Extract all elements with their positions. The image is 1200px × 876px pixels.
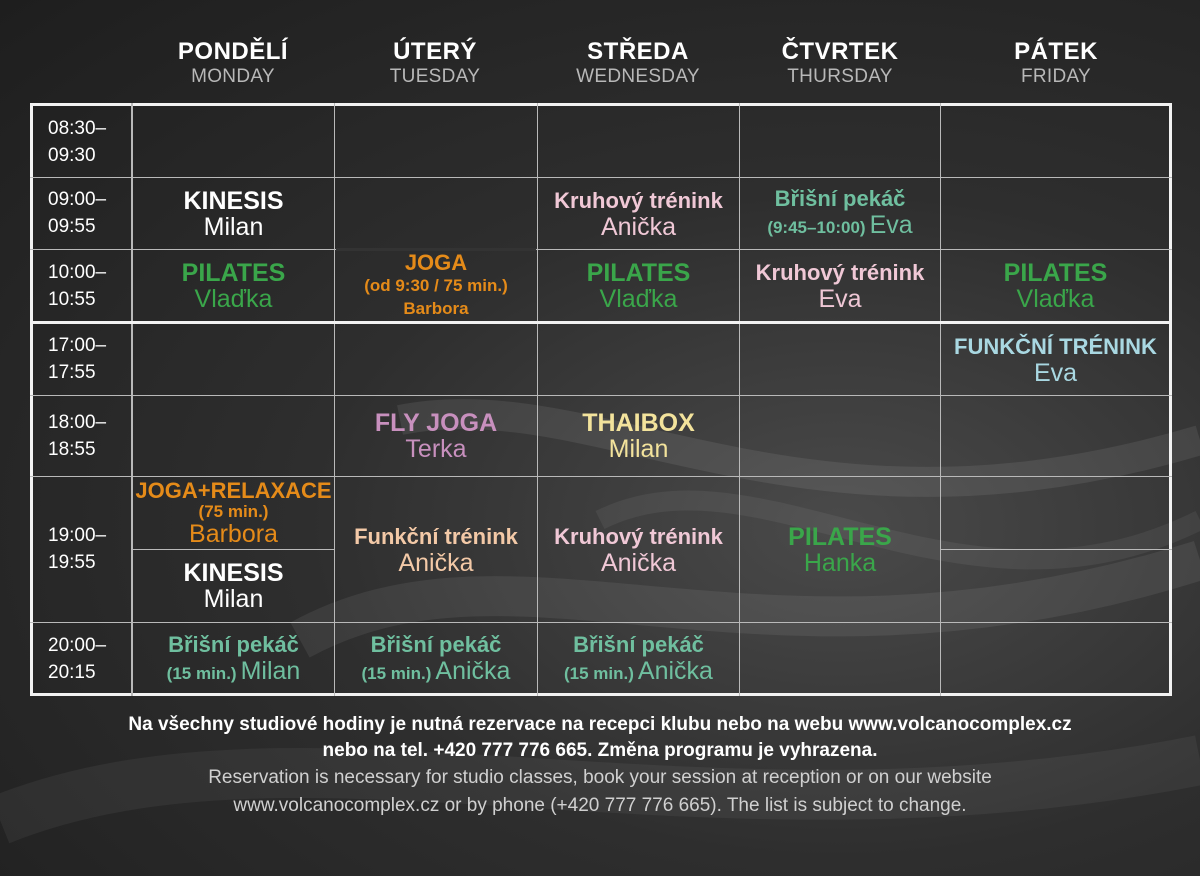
day-headers bbox=[0, 38, 1200, 98]
class-title: Břišní pekáč bbox=[168, 631, 299, 657]
day-header-tuesday bbox=[334, 38, 536, 88]
day-header-wednesday bbox=[537, 38, 739, 88]
class-title: JOGA bbox=[404, 250, 468, 275]
day-name-en: MONDAY bbox=[191, 66, 275, 87]
day-name-cz: PÁTEK bbox=[1014, 38, 1098, 65]
class-cell-wed-1800 bbox=[538, 396, 739, 476]
time-from: 18:00– bbox=[48, 412, 107, 433]
class-title: PILATES bbox=[586, 258, 691, 287]
class-title: Břišní pekáč bbox=[370, 631, 502, 657]
footer-en-line: Reservation is necessary for studio classes, book your session at reception or on our website bbox=[208, 767, 992, 788]
grid-divider bbox=[940, 549, 1172, 550]
instructor-name: Anička bbox=[435, 656, 511, 685]
time-to: 09:30 bbox=[48, 145, 96, 166]
class-cell-mon-1900a bbox=[133, 477, 334, 549]
instructor-name: Terka bbox=[405, 435, 467, 463]
day-name-en: WEDNESDAY bbox=[576, 66, 700, 87]
class-note: (15 min.) bbox=[166, 663, 237, 683]
time-from: 08:30– bbox=[48, 118, 107, 139]
class-note: (od 9:30 / 75 min.) bbox=[364, 276, 508, 295]
time-to: 17:55 bbox=[48, 362, 96, 383]
time-slot bbox=[48, 115, 106, 169]
class-title: JOGA+RELAXACE bbox=[135, 478, 332, 503]
class-title: Funkční trénink bbox=[354, 523, 518, 549]
day-name-en: FRIDAY bbox=[1020, 66, 1092, 87]
class-title: PILATES bbox=[788, 522, 892, 551]
footer-cz-line: nebo na tel. +420 777 776 665. Změna programu je vyhrazena. bbox=[322, 740, 878, 761]
class-cell-mon-0900 bbox=[133, 178, 334, 249]
class-title: FUNKČNÍ TRÉNINK bbox=[954, 333, 1157, 359]
class-cell-tue-1900 bbox=[335, 477, 537, 622]
class-title: KINESIS bbox=[183, 186, 284, 215]
time-to: 09:55 bbox=[48, 216, 96, 237]
day-name-cz: ČTVRTEK bbox=[781, 38, 899, 65]
day-name-cz: PONDĚLÍ bbox=[177, 38, 289, 65]
time-from: 09:00– bbox=[48, 189, 107, 210]
day-name-cz: ÚTERÝ bbox=[393, 38, 477, 65]
class-note: (9:45–10:00) bbox=[767, 218, 866, 237]
class-cell-thu-0900 bbox=[740, 178, 940, 249]
class-cell-thu-1000 bbox=[740, 250, 940, 321]
time-from: 10:00– bbox=[48, 262, 107, 283]
instructor-name: Vlaďka bbox=[599, 284, 678, 313]
instructor-name: Eva bbox=[818, 284, 862, 313]
time-slot bbox=[48, 332, 106, 386]
class-title: Kruhový trénink bbox=[554, 187, 723, 213]
class-cell-wed-0900 bbox=[538, 178, 739, 249]
instructor-name: Vlaďka bbox=[1016, 284, 1095, 313]
class-note: (15 min.) bbox=[361, 663, 432, 683]
class-cell-tue-1000 bbox=[335, 246, 537, 326]
time-slot bbox=[48, 522, 106, 576]
time-from: 19:00– bbox=[48, 525, 107, 546]
instructor-name: Milan bbox=[203, 585, 264, 613]
day-header-monday bbox=[132, 38, 334, 88]
class-title: THAIBOX bbox=[582, 409, 695, 437]
time-slot bbox=[48, 186, 106, 240]
class-note: (15 min.) bbox=[564, 663, 634, 683]
class-cell-mon-2000 bbox=[133, 623, 334, 695]
class-note: (75 min.) bbox=[198, 502, 269, 521]
class-cell-mon-1900b bbox=[133, 550, 334, 622]
day-header-friday bbox=[941, 38, 1171, 88]
instructor-name: Anička bbox=[637, 656, 713, 685]
class-title: PILATES bbox=[181, 258, 286, 287]
class-cell-fri-1000 bbox=[941, 250, 1170, 321]
instructor-name: Milan bbox=[608, 435, 669, 463]
instructor-name: Anička bbox=[600, 548, 677, 577]
instructor-name: Milan bbox=[203, 212, 264, 241]
class-cell-wed-1900 bbox=[538, 477, 739, 622]
class-title: Břišní pekáč bbox=[573, 631, 704, 657]
class-cell-wed-1000 bbox=[538, 250, 739, 321]
time-to: 10:55 bbox=[48, 289, 96, 310]
time-slot bbox=[48, 409, 106, 463]
time-to: 19:55 bbox=[48, 552, 96, 573]
day-name-en: TUESDAY bbox=[389, 66, 481, 87]
class-title: KINESIS bbox=[183, 559, 284, 587]
class-title: FLY JOGA bbox=[374, 409, 498, 437]
instructor-name: Eva bbox=[1033, 358, 1078, 387]
grid-divider bbox=[940, 103, 941, 696]
class-cell-tue-1800 bbox=[335, 396, 537, 476]
instructor-name: Vlaďka bbox=[194, 284, 273, 313]
footer-notice bbox=[0, 712, 1200, 820]
time-to: 18:55 bbox=[48, 439, 96, 460]
instructor-name: Anička bbox=[398, 548, 474, 577]
class-cell-fri-1700 bbox=[941, 324, 1170, 395]
time-slot bbox=[48, 632, 106, 686]
instructor-name: Hanka bbox=[803, 548, 877, 577]
instructor-name: Barbora bbox=[403, 299, 469, 318]
class-title: Břišní pekáč bbox=[774, 186, 906, 211]
day-name-cz: STŘEDA bbox=[587, 38, 689, 65]
day-name-en: THURSDAY bbox=[787, 66, 893, 87]
time-slot bbox=[48, 259, 106, 313]
time-from: 17:00– bbox=[48, 335, 107, 356]
class-cell-thu-1900 bbox=[740, 477, 940, 622]
class-cell-mon-1000 bbox=[133, 250, 334, 321]
instructor-name: Eva bbox=[869, 211, 913, 239]
footer-en-line: www.volcanocomplex.cz or by phone (+420 777 776 665). The list is subject to change. bbox=[233, 795, 967, 816]
class-title: Kruhový trénink bbox=[554, 523, 723, 549]
day-header-thursday bbox=[739, 38, 941, 88]
time-to: 20:15 bbox=[48, 662, 96, 683]
instructor-name: Milan bbox=[240, 656, 301, 685]
time-from: 20:00– bbox=[48, 635, 107, 656]
instructor-name: Anička bbox=[600, 212, 677, 241]
class-title: Kruhový trénink bbox=[755, 259, 925, 285]
class-cell-wed-2000 bbox=[538, 623, 739, 695]
instructor-name: Barbora bbox=[189, 520, 278, 548]
footer-cz-line: Na všechny studiové hodiny je nutná rezervace na recepci klubu nebo na webu www.volcanocomplex.cz bbox=[128, 714, 1072, 735]
class-title: PILATES bbox=[1003, 258, 1108, 287]
class-cell-tue-2000 bbox=[335, 623, 537, 695]
